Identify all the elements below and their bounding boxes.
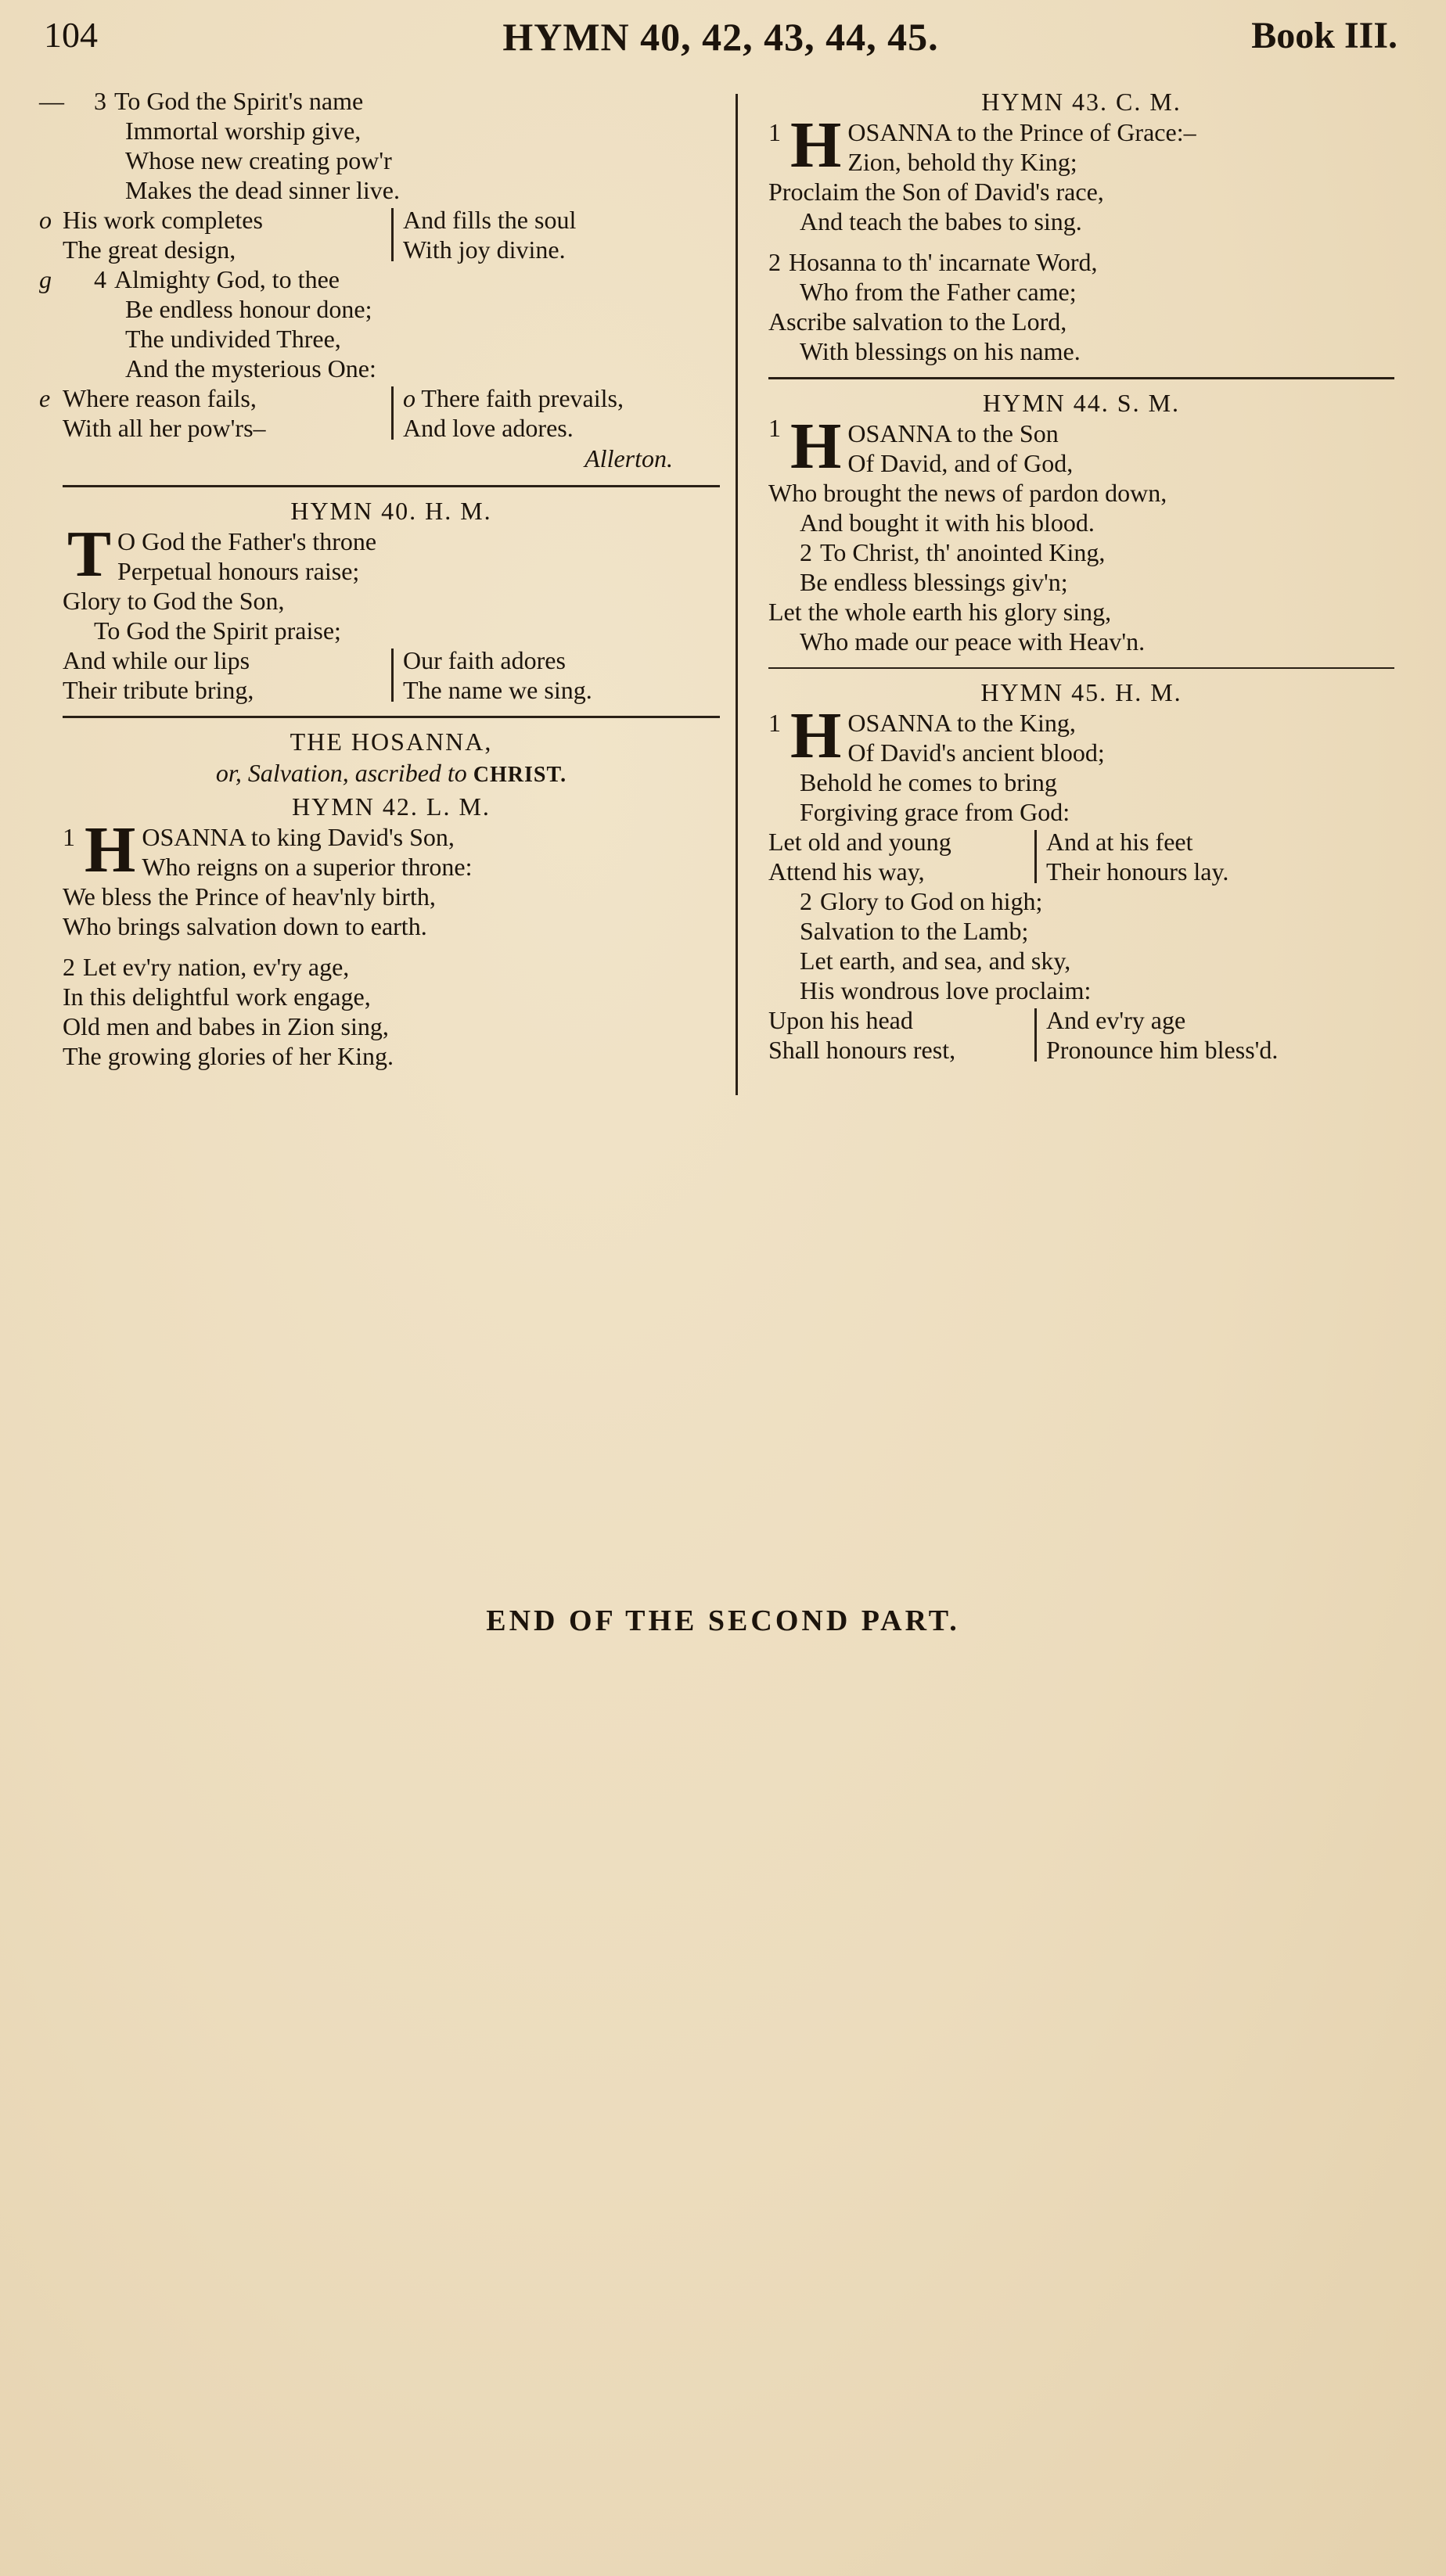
verse-line: Upon his head <box>768 1006 913 1034</box>
verse-line: Of David, and of God, <box>847 449 1074 477</box>
verse-line: And love adores. <box>403 414 574 442</box>
book-label: Book III. <box>1251 15 1397 56</box>
left-column <box>39 86 720 1071</box>
verse-line: Let the whole earth his glory sing, <box>768 598 1112 626</box>
verse-line: 2 Hosanna to th' incarnate Word, <box>768 248 1098 276</box>
verse-line: Glory to God the Son, <box>63 587 285 615</box>
verse-line: The undivided Three, <box>125 325 341 353</box>
verse-number: 1 <box>768 118 781 146</box>
verse-line: Forgiving grace from God: <box>800 798 1070 826</box>
verse-line: Ascribe salvation to the Lord, <box>768 307 1067 336</box>
verse-line: Be endless blessings giv'n; <box>800 568 1068 596</box>
verse-line: Their tribute bring, <box>63 676 254 704</box>
verse-line: — 3 To God the Spirit's name <box>39 87 364 115</box>
column-divider <box>736 94 738 1095</box>
verse-line: To God the Spirit praise; <box>94 616 341 645</box>
verse-line: OSANNA to king David's Son, <box>142 823 455 851</box>
running-title: HYMN 40, 42, 43, 44, 45. <box>502 15 939 59</box>
verse-line: Immortal worship give, <box>125 117 362 145</box>
verse-line: Whose new creating pow'r <box>125 146 392 174</box>
verse-line: The name we sing. <box>403 676 592 704</box>
verse-line: Who from the Father came; <box>800 278 1077 306</box>
verse-line: Old men and babes in Zion sing, <box>63 1012 389 1040</box>
verse-line: And ev'ry age <box>1046 1006 1186 1034</box>
verse-line: Who made our peace with Heav'n. <box>800 627 1146 656</box>
split-couplet <box>39 205 720 264</box>
verse-number: 2 <box>768 248 781 276</box>
verse-line: With joy divine. <box>403 235 566 264</box>
verse-line: Let old and young <box>768 828 951 856</box>
end-of-part: END OF THE SECOND PART. <box>486 1604 960 1637</box>
verse-line: With blessings on his name. <box>800 337 1081 365</box>
margin-mark: o <box>39 206 52 234</box>
verse-line: OSANNA to the Prince of Grace:– <box>847 118 1196 146</box>
verse-line: Their honours lay. <box>1046 857 1229 886</box>
verse-line: And teach the babes to sing. <box>800 207 1082 235</box>
hymn-heading: HYMN 42. L. M. <box>292 792 491 821</box>
verse-line: o There faith prevails, <box>403 384 624 412</box>
drop-cap: H <box>85 814 136 886</box>
verse-line: Zion, behold thy King; <box>847 148 1077 176</box>
split-couplet <box>768 827 1394 886</box>
page-number: 104 <box>44 15 98 55</box>
verse-line: Proclaim the Son of David's race, <box>768 178 1104 206</box>
margin-mark: — <box>39 87 64 115</box>
verse-number: 2 <box>800 887 812 915</box>
verse-number: 3 <box>94 87 106 115</box>
verse-line: With all her pow'rs– <box>63 414 266 442</box>
first-line <box>63 814 720 886</box>
hymn-44 <box>768 387 1394 656</box>
margin-mark: g <box>39 265 52 293</box>
verse-line: Makes the dead sinner live. <box>125 176 400 204</box>
verse-number: 1 <box>63 823 75 851</box>
verse-line: And fills the soul <box>403 206 577 234</box>
margin-mark: e <box>39 384 51 412</box>
verse-number: 2 <box>800 538 812 566</box>
verse-line: Who reigns on a superior throne: <box>142 853 473 881</box>
brace-bar <box>391 386 394 440</box>
drop-cap: H <box>790 410 842 483</box>
page-header <box>44 14 1397 69</box>
first-line <box>768 410 1394 483</box>
verse-line: g 4 Almighty God, to thee <box>39 265 340 293</box>
brace-bar <box>391 648 394 702</box>
verse-line: Let earth, and sea, and sky, <box>800 947 1071 975</box>
verse-line: Of David's ancient blood; <box>847 738 1105 767</box>
verse-line: Perpetual honours raise; <box>117 557 360 585</box>
section-rule <box>768 377 1394 379</box>
hymn-heading: HYMN 45. H. M. <box>980 678 1182 706</box>
verse-line: In this delightful work engage, <box>63 983 371 1011</box>
verse-line: His wondrous love proclaim: <box>800 976 1092 1004</box>
verse-line: And while our lips <box>63 646 250 674</box>
verse-line: O God the Father's throne <box>117 527 377 555</box>
split-couplet <box>39 383 720 443</box>
split-couplet <box>63 645 720 705</box>
verse-line: The great design, <box>63 235 236 264</box>
verse-line: Behold he comes to bring <box>800 768 1057 796</box>
section-rule <box>63 485 720 487</box>
brace-bar <box>1034 830 1037 883</box>
verse-line: Our faith adores <box>403 646 566 674</box>
hymn-heading: HYMN 44. S. M. <box>982 389 1181 417</box>
hymn-heading: HYMN 43. C. M. <box>981 88 1182 116</box>
first-line <box>63 518 720 591</box>
verse-line: Who brought the news of pardon down, <box>768 479 1167 507</box>
verse-line: 2 Let ev'ry nation, ev'ry age, <box>63 953 350 981</box>
verse-line: Shall honours rest, <box>768 1036 956 1064</box>
brace-bar <box>1034 1008 1037 1062</box>
verse-line: Attend his way, <box>768 857 925 886</box>
verse-line: And at his feet <box>1046 828 1193 856</box>
drop-cap: H <box>790 699 842 772</box>
first-line <box>768 699 1394 772</box>
brace-bar <box>391 208 394 261</box>
author-attribution: Allerton. <box>585 444 673 472</box>
section-title: THE HOSANNA, <box>290 728 493 756</box>
hymn-43 <box>768 86 1394 366</box>
hymn-45 <box>768 677 1394 1065</box>
verse-line: And bought it with his blood. <box>800 508 1095 537</box>
section-rule <box>768 667 1394 669</box>
drop-cap: T <box>67 518 112 591</box>
first-line <box>768 109 1394 181</box>
verse-line: Be endless honour done; <box>125 295 372 323</box>
hymn-heading: HYMN 40. H. M. <box>290 497 492 525</box>
verse-line: OSANNA to the Son <box>847 419 1059 447</box>
verse-number: 1 <box>768 709 781 737</box>
verse-line: Where reason fails, <box>63 384 257 412</box>
hymn-40 <box>63 495 720 705</box>
verse-line: 2 Glory to God on high; <box>800 887 1043 915</box>
verse-line: Salvation to the Lamb; <box>800 917 1029 945</box>
verse-line: The growing glories of her King. <box>63 1042 394 1070</box>
verse-line: And the mysterious One: <box>125 354 376 383</box>
verse-line: His work completes <box>63 206 263 234</box>
section-rule <box>63 716 720 718</box>
right-column <box>768 86 1394 1065</box>
verse-line: We bless the Prince of heav'nly birth, <box>63 882 436 911</box>
drop-cap: H <box>790 109 842 181</box>
verse-line: Pronounce him bless'd. <box>1046 1036 1279 1064</box>
verse-number: 2 <box>63 953 75 981</box>
verse-line: OSANNA to the King, <box>847 709 1076 737</box>
verse-line: 2 To Christ, th' anointed King, <box>800 538 1106 566</box>
verse-number: 4 <box>94 265 106 293</box>
verse-number: 1 <box>768 414 781 442</box>
split-couplet <box>768 1005 1394 1065</box>
hosanna-section <box>63 726 720 1071</box>
section-subtitle: or, Salvation, ascribed to CHRIST. <box>215 759 567 787</box>
verse-line: Who brings salvation down to earth. <box>63 912 427 940</box>
hymn-39-continuation <box>39 86 720 474</box>
